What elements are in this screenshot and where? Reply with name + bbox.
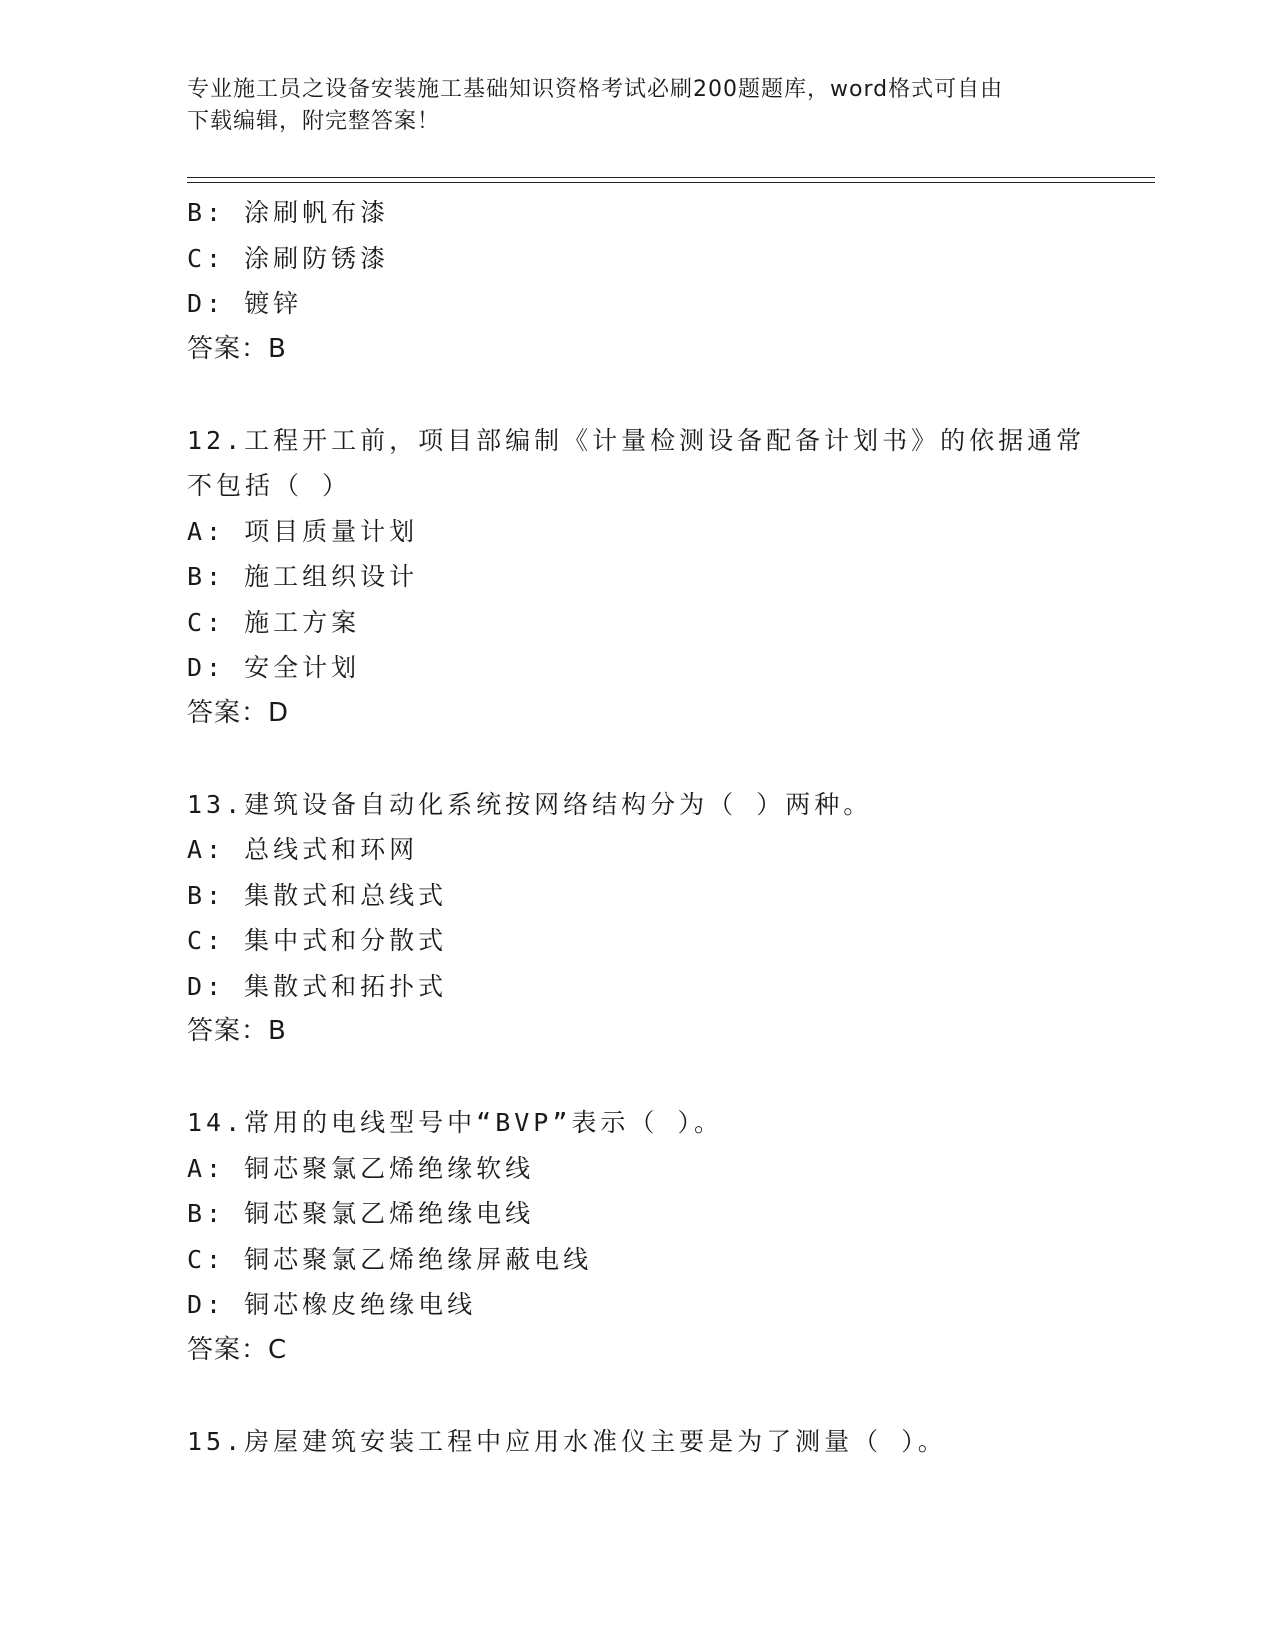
option-d: D: 集散式和拓扑式 [187,971,448,1001]
question-stem: 15.房屋建筑安装工程中应用水准仪主要是为了测量（ ）。 [187,1426,947,1456]
spacer [187,736,1087,782]
option-c: C: 涂刷防锈漆 [187,243,390,273]
option-b: B: 施工组织设计 [187,562,419,591]
option-d: D: 镀锌 [187,289,303,318]
option-a: A: 项目质量计划 [187,516,419,546]
option-d: D: 铜芯橡皮绝缘电线 [187,1290,477,1319]
question-block-13 [187,782,1087,1055]
question-stem-continued: 不包括（ ） [187,471,352,500]
question-list [187,190,1087,1464]
question-block-15 [187,1419,1087,1465]
question-stem: 12.工程开工前，项目部编制《计量检测设备配备计划书》的依据通常 [187,425,1086,455]
option-c: C: 集中式和分散式 [187,926,448,955]
option-b: B: 铜芯聚氯乙烯绝缘电线 [187,1199,535,1228]
header-line-2: 下载编辑，附完整答案！ [187,109,441,134]
answer-line: 答案：B [187,333,287,364]
option-d: D: 安全计划 [187,653,361,682]
answer-line: 答案：D [187,697,290,728]
header-line-1: 专业施工员之设备安装施工基础知识资格考试必刷200题题库，word格式可自由 [187,77,1004,102]
spacer [187,1373,1087,1419]
question-block-12 [187,418,1087,737]
spacer [187,1055,1087,1101]
answer-line: 答案：C [187,1334,288,1365]
option-b: B: 集散式和总线式 [187,880,448,910]
option-c: C: 铜芯聚氯乙烯绝缘屏蔽电线 [187,1244,593,1274]
option-a: A: 总线式和环网 [187,835,419,864]
option-a: A: 铜芯聚氯乙烯绝缘软线 [187,1153,535,1183]
header-divider-top [187,177,1155,178]
document-header [187,74,1067,138]
question-stem: 13.建筑设备自动化系统按网络结构分为（ ）两种。 [187,789,873,819]
option-c: C: 施工方案 [187,607,361,637]
header-divider-bottom [187,182,1155,183]
spacer [187,372,1087,418]
option-b: B: 涂刷帆布漆 [187,198,390,227]
question-stem: 14.常用的电线型号中“BVP”表示（ ）。 [187,1108,723,1137]
question-block-14 [187,1100,1087,1373]
answer-line: 答案：B [187,1016,287,1046]
question-block-11 [187,190,1087,372]
